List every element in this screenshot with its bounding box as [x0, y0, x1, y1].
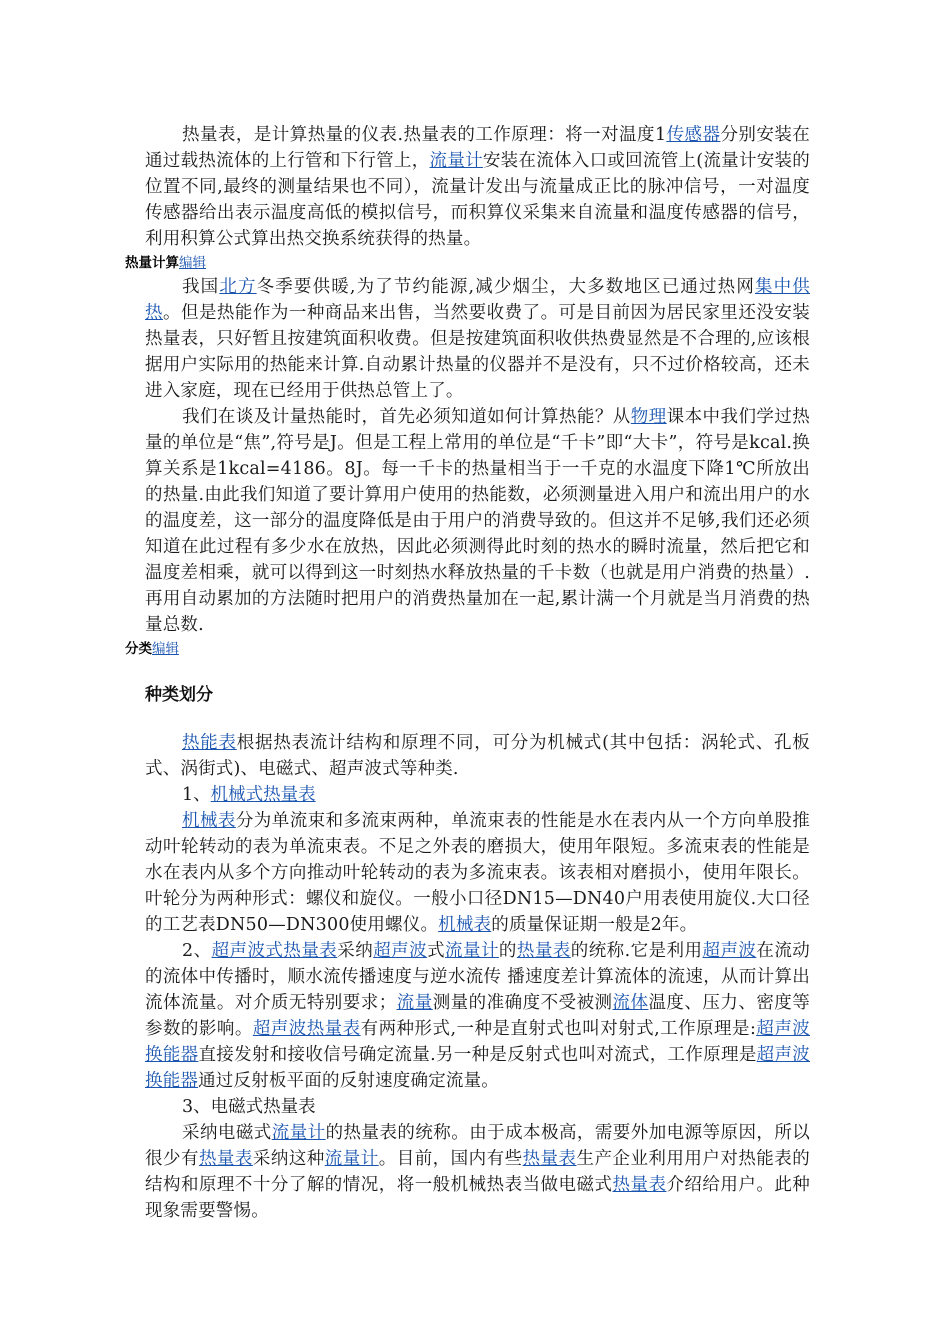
- text-run: 测量的准确度不受被测: [432, 993, 613, 1013]
- term-link[interactable]: 北方: [219, 277, 257, 297]
- text-run: 采纳这种: [252, 1149, 325, 1169]
- text-run: 我们在谈及计量热能时，首先必须知道如何计算热能？从: [182, 407, 631, 427]
- term-link[interactable]: 流体: [612, 993, 649, 1013]
- text-run: 3、电磁式热量表: [182, 1097, 316, 1117]
- text-run: 安装在流体入口或回流管上(流量计安装的位置不同,最终的测量结果也不同），流量计发出与流量成正比的脉冲信号，一对温度传感器给出表示温度高低的模拟信号，而积算仪采集来自流量和温度传感器的信号，利用积算公式算出热交换系统获得的热量。: [145, 151, 810, 249]
- text-run: 有两种形式,一种是直射式也叫对射式,工作原理是:: [360, 1019, 757, 1039]
- term-link[interactable]: 超声波: [373, 941, 428, 961]
- text-run: 生产企业利用用户对热能表的结构和原理不十分了解的情况，将一般机械热表当做电磁式: [145, 1149, 810, 1195]
- text-run: 我国: [182, 277, 220, 297]
- text-run: 热量表，是计算热量的仪表.热量表的工作原理：将一对温度: [182, 125, 655, 145]
- text-run: 课本中我们学过热量的单位是“焦”,符号是J。但是工程上常用的单位是“千卡”即“大卡”，符号是kcal.换算关系是1kcal=4186。8J。每一千卡的热量相当于一千克的水温度下降1℃所放出的热量.由此我们知道了要计算用户使用的热能数，必须测量进入用户和流出用户的水的温度差，这一部分的温度降低是由于用户的消费导致的。但这并不足够,我们还必须知道在此过程有多少水在放热，因此必须测得此时刻的热水的瞬时流量，然后把它和温度差相乘，就可以得到这一时刻热水释放热量的千卡数（也就是用户消费的热量）.再用自动累加的方法随时把用户的消费热量加在一起,累计满一个月就是当月消费的热量总数.: [145, 407, 811, 635]
- term-link[interactable]: 传感器: [666, 125, 721, 145]
- text-run: 分为单流束和多流束两种，单流束表的性能是水在表内从一个方向单股推动叶轮转动的表为单流束表。不足之外表的磨损大，使用年限短。多流束表的性能是水在表内从多个方向推动叶轮转动的表为多流束表。该表相对磨损小，使用年限长。叶轮分为两种形式：螺仪和旋仪。一般小口径DN15—DN40户用表使用旋仪.大口径的工艺表DN50—DN300使用螺仪。: [145, 811, 810, 935]
- term-link[interactable]: 热量表: [612, 1175, 667, 1195]
- text-run: 的统称.它是利用: [570, 941, 703, 961]
- term-link[interactable]: 物理: [630, 407, 667, 427]
- text-run: 1: [654, 125, 667, 145]
- term-link[interactable]: 机械表: [438, 915, 492, 935]
- term-link[interactable]: 机械式热量表: [210, 785, 316, 805]
- text-run: 冬季要供暖,为了节约能源,减少烟尘，大多数地区已通过热网: [256, 277, 755, 297]
- text-run: 的质量保证期一般是2年。: [491, 915, 698, 935]
- section-label: [125, 252, 810, 274]
- text-run: 。目前，国内有些: [378, 1149, 523, 1169]
- text-run: 采纳电磁式: [182, 1123, 272, 1143]
- text-run: 。但是热能作为一种商品来出售，当然要收费了。可是目前因为居民家里还没安装热量表，只好暂且按建筑面积收费。但是按建筑面积收供热费显然是不合理的,应该根据用户实际用的热能来计算.自动累计热量的仪器并不是没有，只不过价格较高，还未进入家庭，现在已经用于供热总管上了。: [145, 303, 810, 401]
- term-link[interactable]: 热能表: [182, 733, 237, 753]
- text-run: 通过反射板平面的反射速度确定流量。: [198, 1071, 500, 1091]
- term-link[interactable]: 超声波换能器: [145, 1045, 810, 1091]
- term-link[interactable]: 流量计: [271, 1123, 326, 1143]
- term-link[interactable]: 流量: [396, 993, 433, 1013]
- term-link[interactable]: 流量计: [429, 151, 483, 171]
- term-link[interactable]: 机械表: [182, 811, 236, 831]
- term-link[interactable]: 超声波换能器: [145, 1019, 810, 1065]
- term-link[interactable]: 流量计: [445, 941, 499, 961]
- paragraph: [145, 274, 810, 404]
- paragraph: [145, 808, 810, 938]
- edit-link[interactable]: 编辑: [152, 641, 179, 657]
- text-run: 采纳: [337, 941, 374, 961]
- section-label: [125, 638, 810, 660]
- paragraph: [145, 938, 810, 1094]
- paragraph: [145, 730, 810, 782]
- term-link[interactable]: 热量表: [198, 1149, 253, 1169]
- text-run: 2、: [182, 941, 212, 961]
- list-item: [145, 782, 810, 808]
- text-run: 温度、压力、密度等参数的影响。: [145, 993, 810, 1039]
- paragraph: [145, 122, 810, 252]
- text-run: 式: [427, 941, 446, 961]
- term-link[interactable]: 流量计: [324, 1149, 379, 1169]
- section-label-text: 分类: [125, 641, 152, 657]
- document-body: [125, 122, 811, 1224]
- text-run: 的热量表的统称。由于成本极高，需要外加电源等原因，所以很少有: [145, 1123, 810, 1169]
- text-run: 介绍给用户。此种现象需要警惕。: [145, 1175, 810, 1221]
- text-run: 直接发射和接收信号确定流量.另一种是反射式也叫对流式，工作原理是: [198, 1045, 757, 1065]
- paragraph: [145, 404, 810, 638]
- term-link[interactable]: 热量表: [516, 941, 571, 961]
- paragraph: [145, 1120, 810, 1224]
- term-link[interactable]: 超声波热量表: [252, 1019, 361, 1039]
- text-run: 根据热表流计结构和原理不同，可分为机械式(其中包括：涡轮式、孔板式、涡街式)、电磁式、超声波式等种类.: [145, 733, 810, 779]
- text-run: 的: [498, 941, 517, 961]
- term-link[interactable]: 超声波式热量表: [211, 941, 338, 961]
- text-run: 1、: [182, 785, 211, 805]
- text-run: 分别安装在通过载热流体的上行管和下行管上，: [145, 125, 810, 171]
- term-link[interactable]: 集中供热: [145, 277, 810, 323]
- edit-link[interactable]: 编辑: [179, 255, 206, 271]
- list-item: [145, 1094, 810, 1120]
- text-run: 在流动的流体中传播时，顺水流传播速度与逆水流传 播速度差计算流体的流速，从而计算出流体流量。对介质无特别要求；: [145, 941, 810, 1013]
- term-link[interactable]: 热量表: [522, 1149, 577, 1169]
- section-heading: 种类划分: [145, 685, 213, 705]
- section-label-text: 热量计算: [125, 255, 179, 271]
- term-link[interactable]: 超声波: [702, 941, 757, 961]
